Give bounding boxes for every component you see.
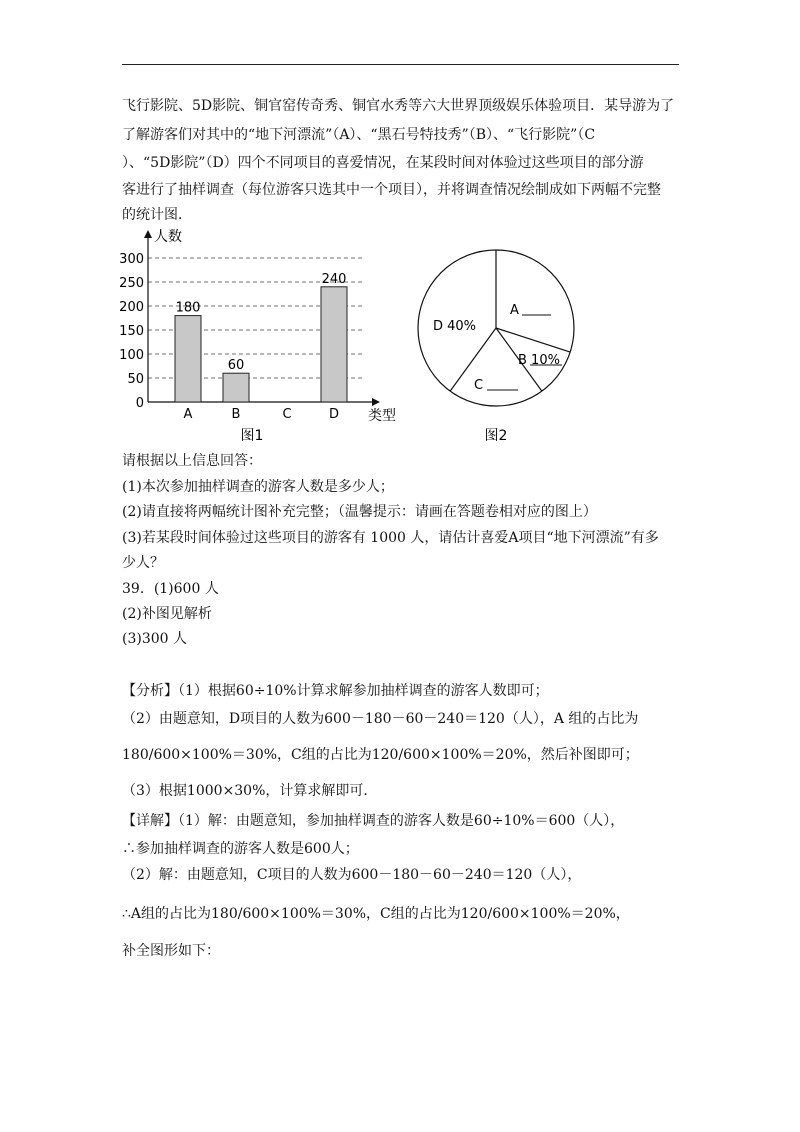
question-2: (2)请直接将两幅统计图补充完整；（温馨提示：请画在答题卷相对应的图上） <box>122 504 597 520</box>
x-tick-D: D <box>328 407 340 422</box>
analysis-line-3: 180/600×100%＝30%，C组的占比为120/600×100%＝20%，然后补图即可； <box>122 747 639 763</box>
bar-label-D: 240 <box>321 271 347 287</box>
question-1: (1)本次参加抽样调查的游客人数是多少人； <box>122 479 394 495</box>
answer-2: (2)补图见解析 <box>122 606 212 622</box>
bar-A <box>175 316 201 402</box>
intro-line-1: 飞行影院、5D影院、铜官窑传奇秀、铜官水秀等六大世界顶级娱乐体验项目．某导游为了 <box>122 98 675 114</box>
x-axis-title: 类型 <box>368 408 396 424</box>
pie-slice-C-label: C <box>474 378 484 393</box>
question-3: (3)若某段时间体验过这些项目的游客有 1000 人，请估计喜爱A项目“地下河漂流”有多 <box>122 530 659 546</box>
y-tick-label: 150 <box>119 324 144 339</box>
y-tick-label: 100 <box>119 348 144 363</box>
bar-B <box>223 373 249 402</box>
analysis-line-1: 【分析】（1）根据60÷10%计算求解参加抽样调查的游客人数即可； <box>122 683 549 699</box>
statistics-charts <box>110 222 590 447</box>
analysis-line-4: （3）根据1000×30%，计算求解即可． <box>122 783 378 799</box>
pie-slice-B-label: B 10% <box>518 353 560 368</box>
y-tick-label: 50 <box>127 372 144 387</box>
detail-line-2: ∴参加抽样调查的游客人数是600人； <box>122 841 359 857</box>
questions-prompt: 请根据以上信息回答： <box>122 453 262 469</box>
intro-line-2: 了解游客们对其中的“地下河漂流”（A）、“黑石号特技秀”（B）、“飞行影院”（C <box>122 127 596 143</box>
x-tick-A: A <box>183 407 193 422</box>
analysis-line-2: （2）由题意知，D项目的人数为600－180－60－240＝120（人），A 组的占比为 <box>122 711 639 727</box>
y-tick-label: 250 <box>119 276 144 291</box>
header-rule <box>122 64 679 65</box>
detail-line-3: （2）解：由题意知，C项目的人数为600－180－60－240＝120（人）， <box>122 867 582 883</box>
intro-line-3: ）、“5D影院”（D）四个不同项目的喜爱情况，在某段时间对体验过这些项目的部分游 <box>122 155 644 171</box>
bar-label-A: 180 <box>175 300 201 316</box>
x-tick-B: B <box>231 407 241 422</box>
y-axis-title: 人数 <box>154 229 182 245</box>
x-tick-C: C <box>282 407 292 422</box>
detail-line-1: 【详解】（1）解：由题意知，参加抽样调查的游客人数是60÷10%＝600（人）， <box>122 813 625 829</box>
figure-1-caption: 图1 <box>240 428 264 444</box>
bar-D <box>321 287 347 402</box>
answer-3: (3)300 人 <box>122 631 188 647</box>
detail-line-4: ∴A组的占比为180/600×100%＝30%，C组的占比为120/600×100%＝20%， <box>122 906 630 922</box>
pie-slice-D-label: D 40% <box>433 319 477 334</box>
figure-2-caption: 图2 <box>484 428 508 444</box>
bar-label-B: 60 <box>227 358 245 374</box>
x-axis-arrow <box>372 398 380 406</box>
y-axis-arrow <box>144 230 152 238</box>
bar-chart-figure-1 <box>119 228 396 444</box>
y-tick-label: 200 <box>119 300 144 315</box>
y-tick-label: 0 <box>135 396 144 411</box>
pie-slice-A-label: A <box>510 303 519 318</box>
pie-chart-figure-2 <box>418 250 574 444</box>
intro-line-4: 客进行了抽样调查（每位游客只选其中一个项目），并将调查情况绘制成如下两幅不完整 <box>122 182 661 198</box>
detail-line-5: 补全图形如下： <box>122 943 220 959</box>
answer-1: 39．(1)600 人 <box>122 581 219 597</box>
intro-line-5: 的统计图． <box>122 207 192 223</box>
question-3-cont: 少人？ <box>122 555 164 571</box>
y-tick-label: 300 <box>119 252 144 267</box>
